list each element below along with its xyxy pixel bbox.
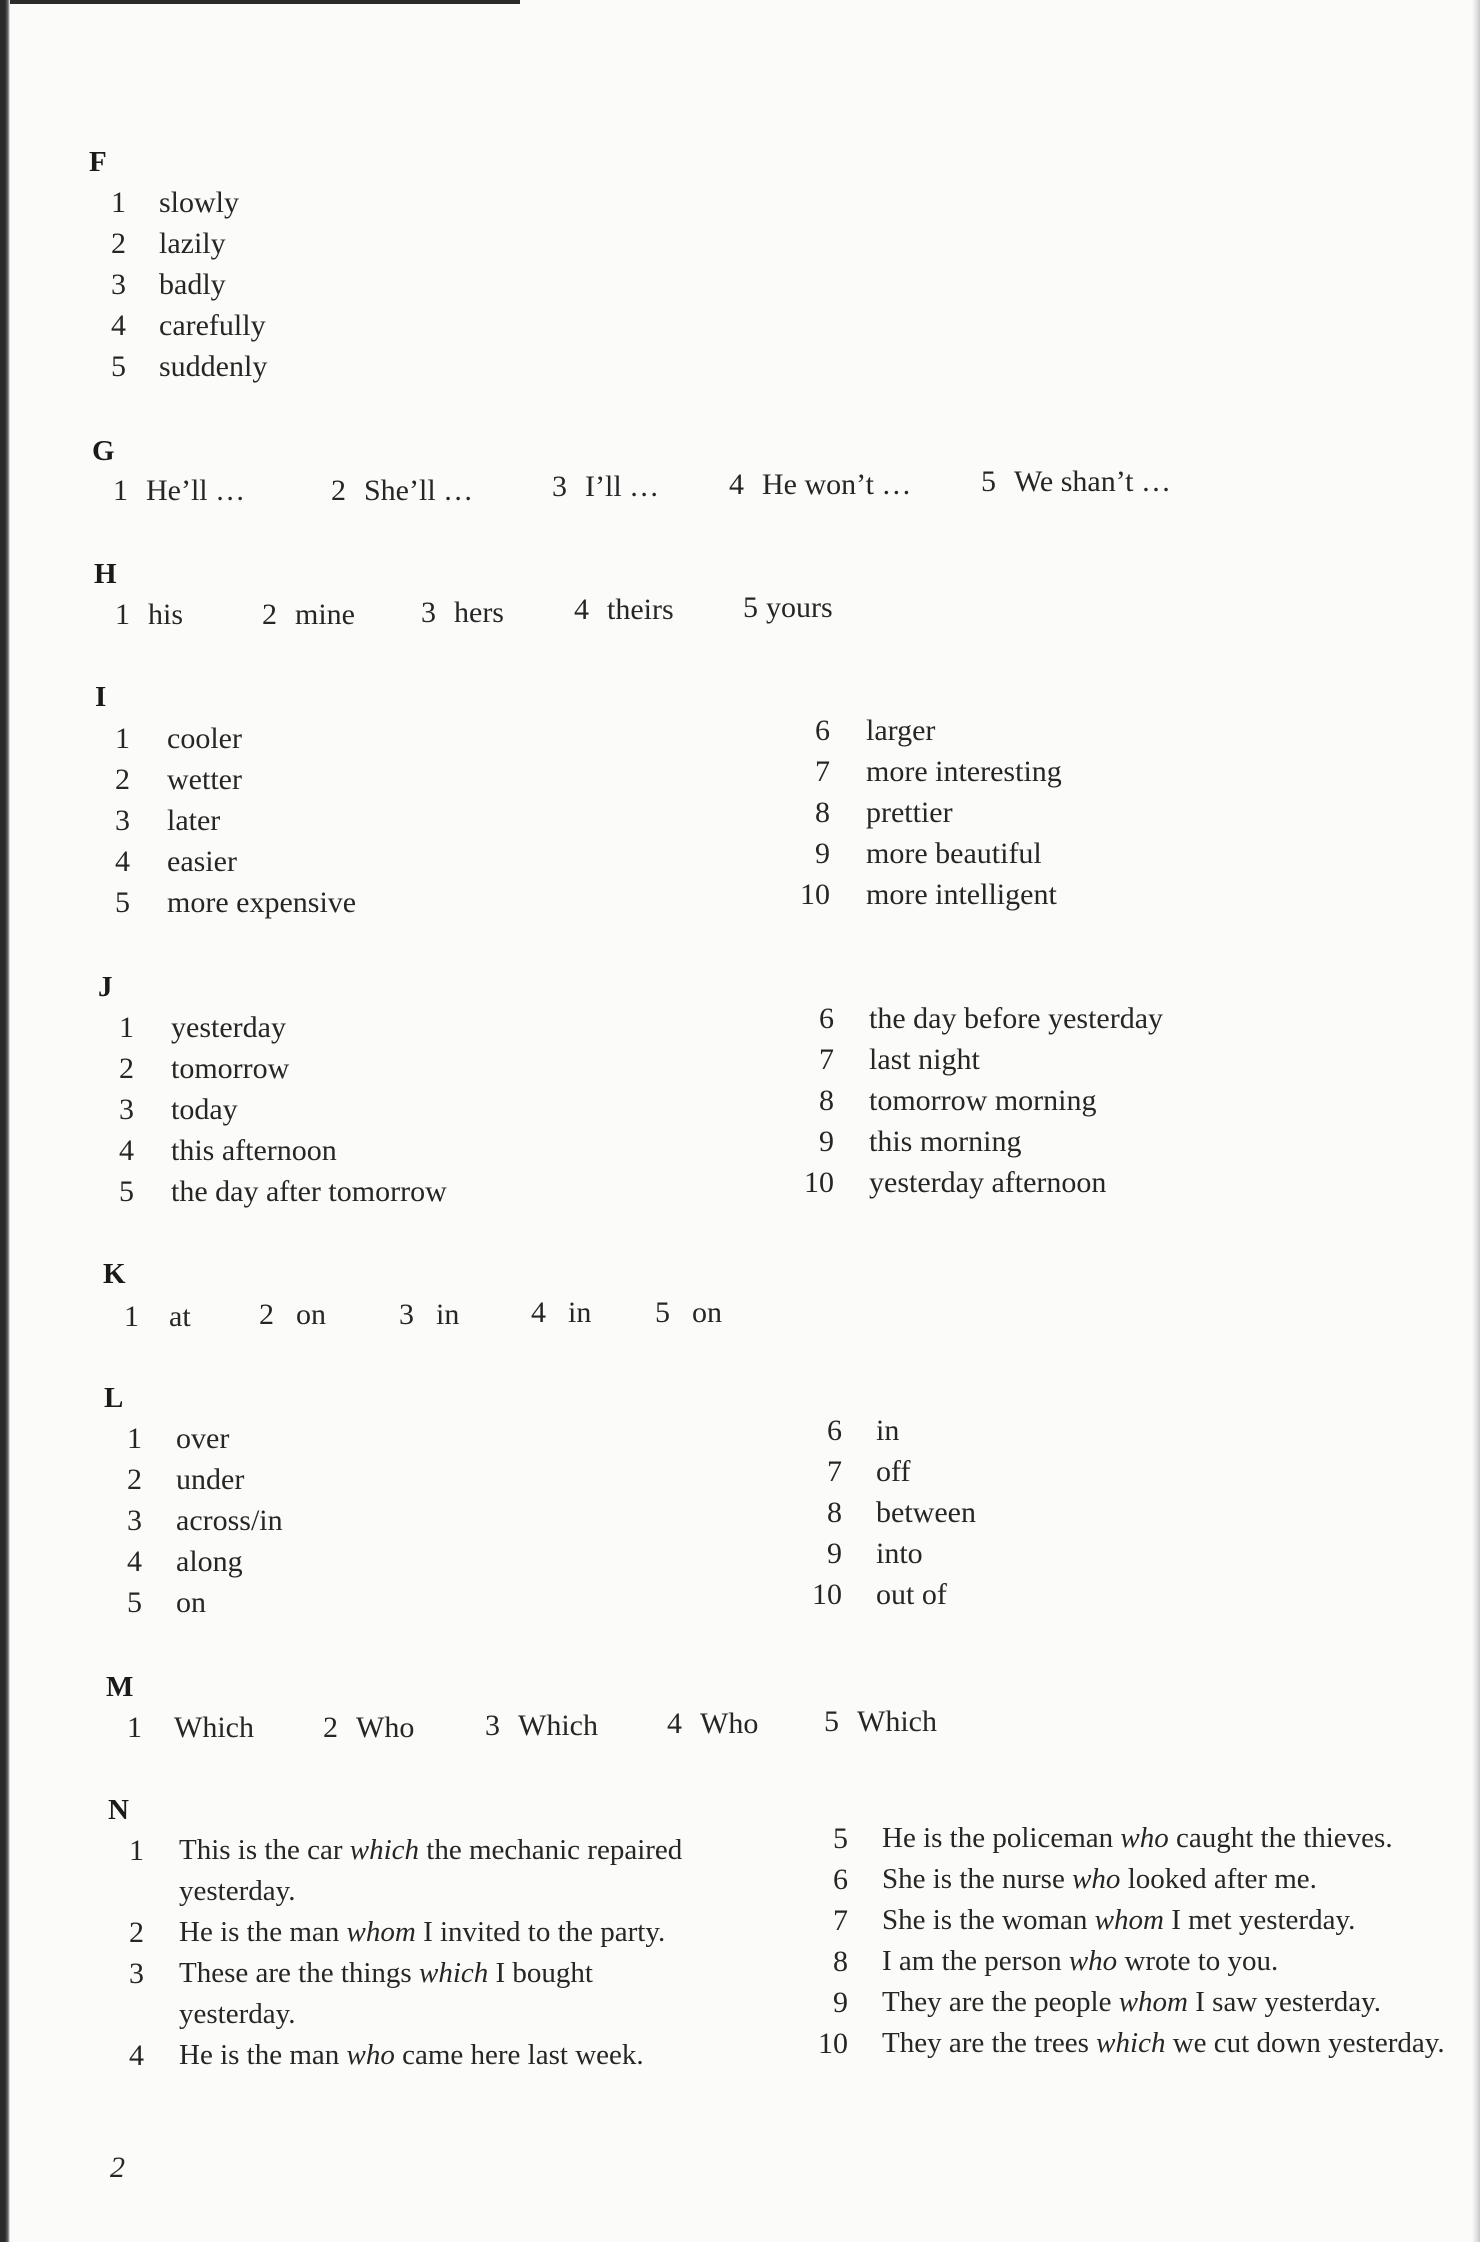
- answer-text: slowly: [159, 186, 240, 219]
- relative-pronoun: which: [418, 1957, 489, 1989]
- item-number: 4: [574, 593, 589, 626]
- item-number: 8: [827, 1496, 842, 1529]
- inline-answer: [421, 592, 504, 634]
- inline-answer: [259, 1294, 326, 1336]
- item-number: 10: [812, 1578, 842, 1611]
- item-number: 1: [111, 186, 126, 219]
- sentence-part: I saw yesterday.: [1188, 1986, 1382, 2018]
- answer-text: in: [436, 1298, 460, 1331]
- item-number: 2: [262, 598, 277, 631]
- section-letter: L: [104, 1382, 124, 1414]
- item-number: 6: [819, 1002, 834, 1035]
- answer-text: more intelligent: [866, 878, 1057, 911]
- answer-text: tomorrow morning: [869, 1084, 1097, 1117]
- answer-text: the day after tomorrow: [171, 1175, 447, 1208]
- answer-text: on: [296, 1298, 326, 1331]
- item-number: 2: [115, 763, 130, 796]
- answer-text: Which: [174, 1711, 254, 1744]
- answer-text: wetter: [167, 763, 242, 796]
- list-item: [0, 751, 1480, 793]
- item-number: 3: [111, 268, 126, 301]
- sentence-part: They are the trees: [882, 2027, 1097, 2059]
- sentence-part: She is the woman: [882, 1904, 1095, 1936]
- sentence-part: I invited to the party.: [415, 1916, 666, 1948]
- item-number: 1: [129, 1834, 144, 1867]
- section-letter: I: [95, 681, 107, 713]
- answer-sentence: [882, 1818, 1472, 1859]
- answer-text: across/in: [176, 1504, 283, 1537]
- answer-text: between: [876, 1496, 976, 1529]
- item-number: 3: [552, 470, 567, 503]
- list-item: [0, 1533, 1480, 1575]
- list-item: [0, 1410, 1480, 1452]
- sentence-part: He is the man: [179, 1916, 347, 1948]
- inline-answer: [667, 1703, 758, 1745]
- item-number: 10: [818, 2027, 848, 2060]
- list-item: [0, 1080, 1480, 1122]
- answer-text: He won’t …: [762, 468, 912, 501]
- sentence-part: the mechanic repaired yesterday.: [179, 1834, 683, 1907]
- answer-text: Who: [700, 1707, 759, 1740]
- item-number: 9: [819, 1125, 834, 1158]
- list-item: [0, 1162, 1480, 1204]
- item-number: 1: [124, 1300, 139, 1333]
- item-number: 1: [113, 474, 128, 507]
- answer-text: yesterday afternoon: [869, 1166, 1107, 1199]
- answer-text: prettier: [866, 796, 953, 829]
- sentence-part: we cut down yesterday.: [1165, 2027, 1445, 2059]
- inline-answer: [824, 1701, 937, 1743]
- item-number: 2: [119, 1052, 134, 1085]
- answer-text: in: [568, 1296, 592, 1329]
- list-item: [0, 1492, 1480, 1534]
- answer-text: larger: [866, 714, 936, 747]
- inline-answer: [655, 1292, 722, 1334]
- inline-answer: [531, 1292, 591, 1334]
- item-number: 7: [833, 1904, 848, 1937]
- item-number: 4: [115, 845, 130, 878]
- item-number: 2: [331, 474, 346, 507]
- item-number: 4: [127, 1545, 142, 1578]
- item-number: 3: [399, 1298, 414, 1331]
- answer-text: more beautiful: [866, 837, 1042, 870]
- inline-answer: [399, 1294, 459, 1336]
- answer-text: along: [176, 1545, 243, 1578]
- item-number: 4: [111, 309, 126, 342]
- answer-text: the day before yesterday: [869, 1002, 1164, 1035]
- answer-text: under: [176, 1463, 245, 1496]
- item-number: 4: [729, 468, 744, 501]
- inline-answer: [574, 589, 674, 631]
- sentence-part: I am the person: [882, 1945, 1069, 1977]
- inline-answer: [331, 470, 473, 512]
- answer-text: this morning: [869, 1125, 1022, 1158]
- answer-text: over: [176, 1422, 230, 1455]
- item-number: 4: [129, 2039, 144, 2072]
- sentence-part: came here last week.: [394, 2039, 644, 2071]
- relative-pronoun: who: [346, 2039, 395, 2071]
- answer-text: later: [167, 804, 221, 837]
- inline-answer: [262, 594, 355, 636]
- sentence-part: wrote to you.: [1117, 1945, 1279, 1977]
- item-number: 5: [655, 1296, 670, 1329]
- item-number: 3: [127, 1504, 142, 1537]
- list-item: [0, 1900, 1480, 1942]
- item-number: 5: [833, 1822, 848, 1855]
- section-letter: F: [89, 146, 107, 178]
- item-number: 8: [833, 1945, 848, 1978]
- item-number: 3: [115, 804, 130, 837]
- inline-answer: [113, 470, 245, 512]
- item-number: 5: [743, 591, 758, 624]
- sentence-part: caught the thieves.: [1168, 1822, 1393, 1854]
- answer-sentence: [882, 2023, 1472, 2064]
- list-item: [0, 1039, 1480, 1081]
- inline-answer: [552, 466, 659, 508]
- answer-sentence: [882, 1859, 1472, 1900]
- list-item: [0, 1941, 1480, 1983]
- list-item: [0, 223, 1480, 265]
- inline-answer: [743, 587, 833, 629]
- relative-pronoun: who: [1072, 1863, 1121, 1895]
- sentence-part: looked after me.: [1120, 1863, 1317, 1895]
- item-number: 4: [667, 1707, 682, 1740]
- item-number: 6: [827, 1414, 842, 1447]
- list-item: [0, 1982, 1480, 2024]
- item-number: 9: [833, 1986, 848, 2019]
- answer-text: out of: [876, 1578, 947, 1611]
- answer-text: mine: [295, 598, 355, 631]
- list-item: [0, 710, 1480, 752]
- item-number: 2: [323, 1711, 338, 1744]
- list-item: [0, 1818, 1480, 1860]
- answer-text: off: [876, 1455, 911, 1488]
- relative-pronoun: which: [349, 1834, 420, 1866]
- list-item: [0, 874, 1480, 916]
- relative-pronoun: who: [1068, 1945, 1118, 1977]
- sentence-part: I bought yesterday.: [179, 1957, 593, 2030]
- sentence-part: I met yesterday.: [1163, 1904, 1356, 1936]
- list-item: [0, 305, 1480, 347]
- list-item: [0, 264, 1480, 306]
- answer-text: lazily: [159, 227, 226, 260]
- item-number: 9: [815, 837, 830, 870]
- answer-text: more expensive: [167, 886, 357, 919]
- item-number: 1: [115, 598, 130, 631]
- item-number: 2: [259, 1298, 274, 1331]
- item-number: 3: [119, 1093, 134, 1126]
- item-number: 7: [815, 755, 830, 788]
- list-item: [0, 1121, 1480, 1163]
- answer-text: last night: [869, 1043, 980, 1076]
- answer-text: Which: [857, 1705, 937, 1738]
- item-number: 6: [815, 714, 830, 747]
- item-number: 7: [827, 1455, 842, 1488]
- item-number: 3: [129, 1957, 144, 1990]
- item-number: 5: [111, 350, 126, 383]
- answer-text: his: [148, 598, 184, 631]
- page-number: 2: [110, 2151, 125, 2184]
- answer-sentence: [882, 1941, 1472, 1982]
- list-item: [0, 792, 1480, 834]
- answer-text: suddenly: [159, 350, 268, 383]
- relative-pronoun: whom: [1094, 1904, 1164, 1936]
- list-item: [0, 182, 1480, 224]
- relative-pronoun: who: [1120, 1822, 1169, 1854]
- answer-text: tomorrow: [171, 1052, 290, 1085]
- answer-text: cooler: [167, 722, 242, 755]
- sentence-part: He is the man: [179, 2039, 347, 2071]
- list-item: [0, 1574, 1480, 1616]
- answer-text: today: [171, 1093, 238, 1126]
- item-number: 5: [119, 1175, 134, 1208]
- answer-text: into: [876, 1537, 923, 1570]
- item-number: 5: [115, 886, 130, 919]
- section-letter: H: [94, 558, 117, 590]
- relative-pronoun: which: [1096, 2027, 1166, 2059]
- item-number: 1: [115, 722, 130, 755]
- item-number: 5: [127, 1586, 142, 1619]
- sentence-part: She is the nurse: [882, 1863, 1073, 1895]
- inline-answer: [485, 1705, 598, 1747]
- list-item: [0, 2023, 1480, 2065]
- sentence-part: These are the things: [179, 1957, 419, 1989]
- list-item: [0, 1451, 1480, 1493]
- sentence-part: This is the car: [179, 1834, 350, 1866]
- item-number: 7: [819, 1043, 834, 1076]
- relative-pronoun: whom: [346, 1916, 416, 1948]
- answer-text: She’ll …: [364, 474, 474, 507]
- item-number: 8: [819, 1084, 834, 1117]
- item-number: 2: [111, 227, 126, 260]
- item-number: 8: [815, 796, 830, 829]
- answer-text: in: [876, 1414, 900, 1447]
- sentence-part: He is the policeman: [882, 1822, 1121, 1854]
- answer-text: more interesting: [866, 755, 1062, 788]
- answer-text: on: [692, 1296, 722, 1329]
- list-item: [0, 1859, 1480, 1901]
- answer-text: theirs: [607, 593, 674, 626]
- scan-top-edge: [0, 0, 520, 4]
- inline-answer: [981, 461, 1171, 503]
- answer-text: yours: [766, 591, 833, 624]
- item-number: 6: [833, 1863, 848, 1896]
- list-item: [0, 833, 1480, 875]
- answer-text: this afternoon: [171, 1134, 337, 1167]
- answer-text: carefully: [159, 309, 266, 342]
- item-number: 1: [119, 1011, 134, 1044]
- answer-text: badly: [159, 268, 226, 301]
- item-number: 4: [531, 1296, 546, 1329]
- item-number: 3: [485, 1709, 500, 1742]
- answer-text: Who: [356, 1711, 415, 1744]
- item-number: 1: [127, 1422, 142, 1455]
- answer-text: He’ll …: [146, 474, 246, 507]
- answer-text: hers: [454, 596, 504, 629]
- item-number: 10: [800, 878, 830, 911]
- section-letter: G: [92, 435, 115, 467]
- answer-text: Which: [518, 1709, 598, 1742]
- section-letter: K: [103, 1258, 126, 1290]
- item-number: 2: [129, 1916, 144, 1949]
- item-number: 1: [127, 1711, 142, 1744]
- inline-answer: [124, 1296, 191, 1338]
- answer-text: easier: [167, 845, 237, 878]
- answer-text: We shan’t …: [1014, 465, 1172, 498]
- section-letter: M: [106, 1671, 134, 1703]
- item-number: 3: [421, 596, 436, 629]
- item-number: 5: [981, 465, 996, 498]
- section-letter: N: [108, 1794, 129, 1826]
- sentence-part: They are the people: [882, 1986, 1119, 2018]
- inline-answer: [729, 464, 911, 506]
- answer-sentence: [882, 1900, 1472, 1941]
- inline-answer: [127, 1707, 254, 1749]
- list-item: [0, 998, 1480, 1040]
- item-number: 5: [824, 1705, 839, 1738]
- item-number: 10: [804, 1166, 834, 1199]
- item-number: 9: [827, 1537, 842, 1570]
- section-letter: J: [98, 971, 113, 1003]
- relative-pronoun: whom: [1118, 1986, 1189, 2018]
- inline-answer: [323, 1707, 414, 1749]
- item-number: 4: [119, 1134, 134, 1167]
- answer-text: yesterday: [171, 1011, 286, 1044]
- inline-answer: [115, 594, 183, 636]
- answer-sentence: [882, 1982, 1472, 2023]
- answer-text: at: [169, 1300, 191, 1333]
- answer-text: on: [176, 1586, 206, 1619]
- answer-text: I’ll …: [585, 470, 660, 503]
- item-number: 2: [127, 1463, 142, 1496]
- list-item: [0, 346, 1480, 388]
